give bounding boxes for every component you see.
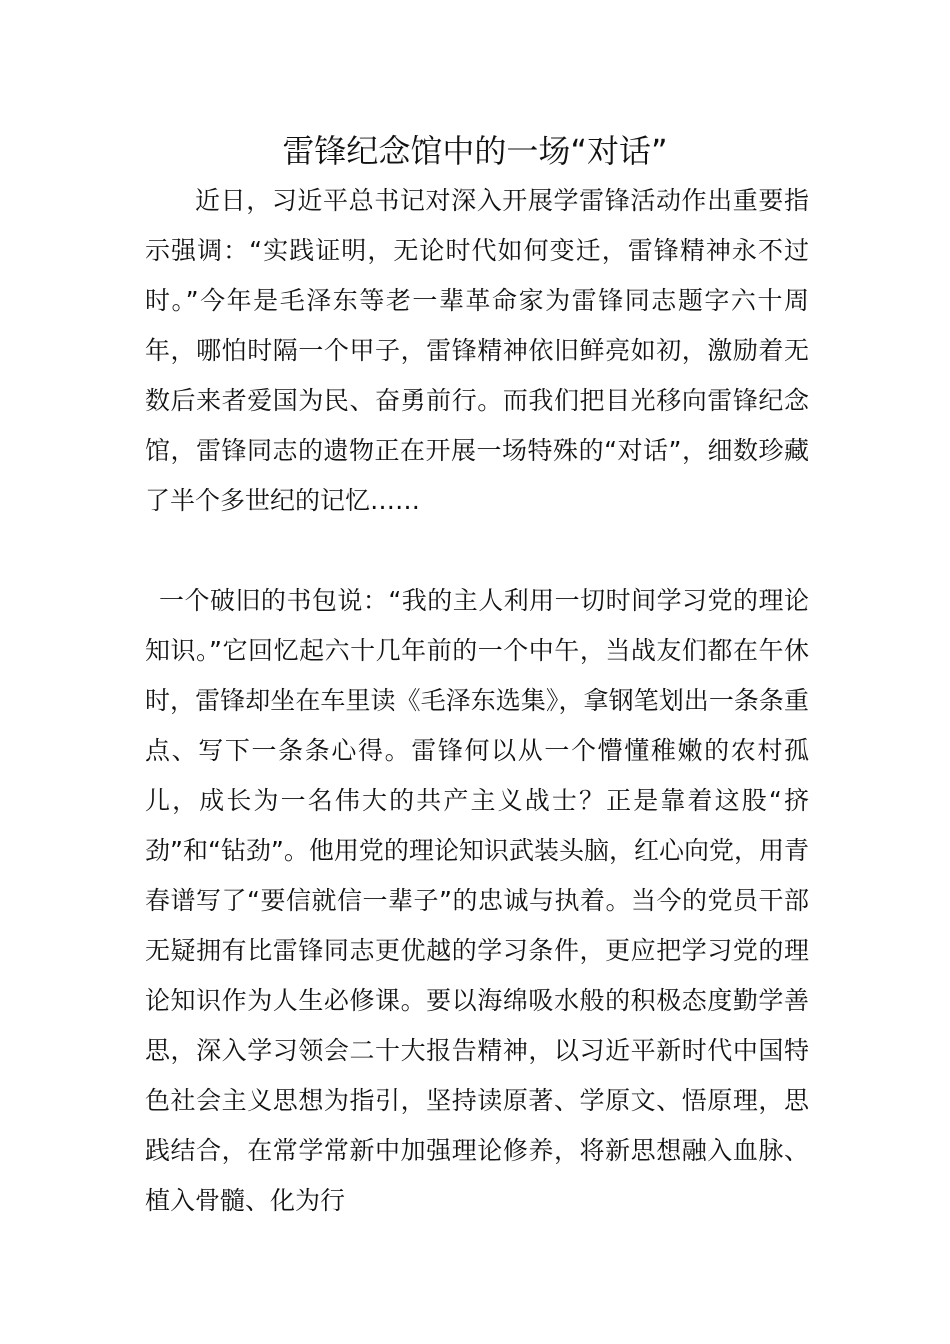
paragraph-schoolbag: 一个破旧的书包说：“我的主人利用一切时间学习党的理论知识。”它回忆起六十几年前的一个中午，当战友们都在午休时，雷锋却坐在车里读《毛泽东选集》，拿钢笔划出一条条重点、写下一条条心得。雷锋何以从一个懵懂稚嫩的农村孤儿，成长为一名伟大的共产主义战士？正是靠着这股“挤劲”和“钻劲”。他用党的理论知识武装头脑，红心向党，用青春谱写了“要信就信一辈子”的忠诚与执着。当今的党员干部无疑拥有比雷锋同志更优越的学习条件，更应把学习党的理论知识作为人生必修课。要以海绵吸水般的积极态度勤学善思，深入学习领会二十大报告精神，以习近平新时代中国特色社会主义思想为指引，坚持读原著、学原文、悟原理，思践结合，在常学常新中加强理论修养，将新思想融入血脉、植入骨髓、化为行 (145, 586, 809, 1215)
paragraph-intro: 近日，习近平总书记对深入开展学雷锋活动作出重要指示强调：“实践证明，无论时代如何变迁，雷锋精神永不过时。”今年是毛泽东等老一辈革命家为雷锋同志题字六十周年，哪怕时隔一个甲子，雷锋精神依旧鲜亮如初，激励着无数后来者爱国为民、奋勇前行。而我们把目光移向雷锋纪念馆，雷锋同志的遗物正在开展一场特殊的“对话”，细数珍藏了半个多世纪的记忆…… (145, 186, 809, 515)
document-title: 雷锋纪念馆中的一场“对话” (282, 132, 668, 170)
document-body (145, 176, 809, 1226)
